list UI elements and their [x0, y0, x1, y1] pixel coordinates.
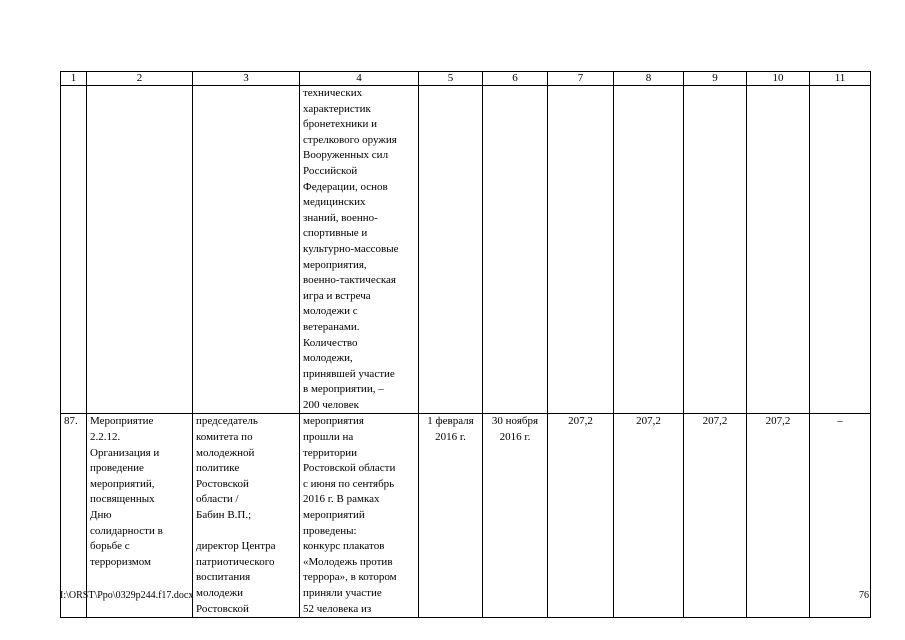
cell-start-date: [419, 86, 483, 414]
column-header: 9: [684, 72, 747, 86]
result-text: технических характеристик бронетехники и стрелкового оружия Вооруженных сил Российской Федерации, основ медицинских знаний, военно- спортивные и культурно-массовые мероприятия, военно-тактическая игра и встреча молодежи с ветеранами. Количество молодежи, принявшей участие в мероприятии, – 200 человек: [303, 87, 399, 411]
cell-value-11: [810, 86, 871, 414]
cell-value-7: 207,2: [548, 414, 614, 618]
column-header: 6: [483, 72, 548, 86]
column-header: 7: [548, 72, 614, 86]
start-date-text: 1 февраля 2016 г.: [427, 415, 474, 444]
column-number-row: [61, 72, 871, 86]
column-header: 11: [810, 72, 871, 86]
table-row-continuation: [61, 86, 871, 414]
end-date-text: 30 ноября 2016 г.: [491, 415, 539, 444]
cell-value-9: 207,2: [684, 414, 747, 618]
cell-result: [300, 414, 419, 618]
cell-value-7: [548, 86, 614, 414]
cell-value-11: –: [810, 414, 871, 618]
cell-number: [61, 86, 87, 414]
cell-responsible: [193, 414, 300, 618]
event-text: Мероприятие 2.2.12. Организация и проведение мероприятий, посвященных Дню солидарности в борьбе с терроризмом: [90, 415, 163, 568]
cell-value-8: 207,2: [614, 414, 684, 618]
column-header: 1: [61, 72, 87, 86]
cell-value-10: [747, 86, 810, 414]
column-header: 3: [193, 72, 300, 86]
footer-file-path: I:\ORST\Ppo\0329p244.f17.docx: [60, 590, 194, 601]
cell-event: [87, 414, 193, 618]
responsible-text: председатель комитета по молодежной политике Ростовской области / Бабин В.П.; директор Центра патриотического воспитания молодежи Ростовской: [196, 415, 276, 615]
column-header: 5: [419, 72, 483, 86]
cell-responsible: [193, 86, 300, 414]
cell-result: [300, 86, 419, 414]
cell-end-date: [483, 86, 548, 414]
column-header: 4: [300, 72, 419, 86]
cell-start-date: [419, 414, 483, 618]
row-number: 87.: [61, 414, 87, 618]
cell-value-10: 207,2: [747, 414, 810, 618]
column-header: 10: [747, 72, 810, 86]
cell-end-date: [483, 414, 548, 618]
table-row-87: [61, 414, 871, 618]
column-header: 8: [614, 72, 684, 86]
result-text: мероприятия прошли на территории Ростовской области с июня по сентябрь 2016 г. В рамках мероприятий проведены: конкурс плакатов «Молодежь против террора», в котором приняли участие 52 человека из: [303, 415, 397, 615]
report-table: [60, 71, 871, 618]
cell-value-9: [684, 86, 747, 414]
cell-event: [87, 86, 193, 414]
page-number: 76: [859, 590, 869, 601]
cell-value-8: [614, 86, 684, 414]
column-header: 2: [87, 72, 193, 86]
